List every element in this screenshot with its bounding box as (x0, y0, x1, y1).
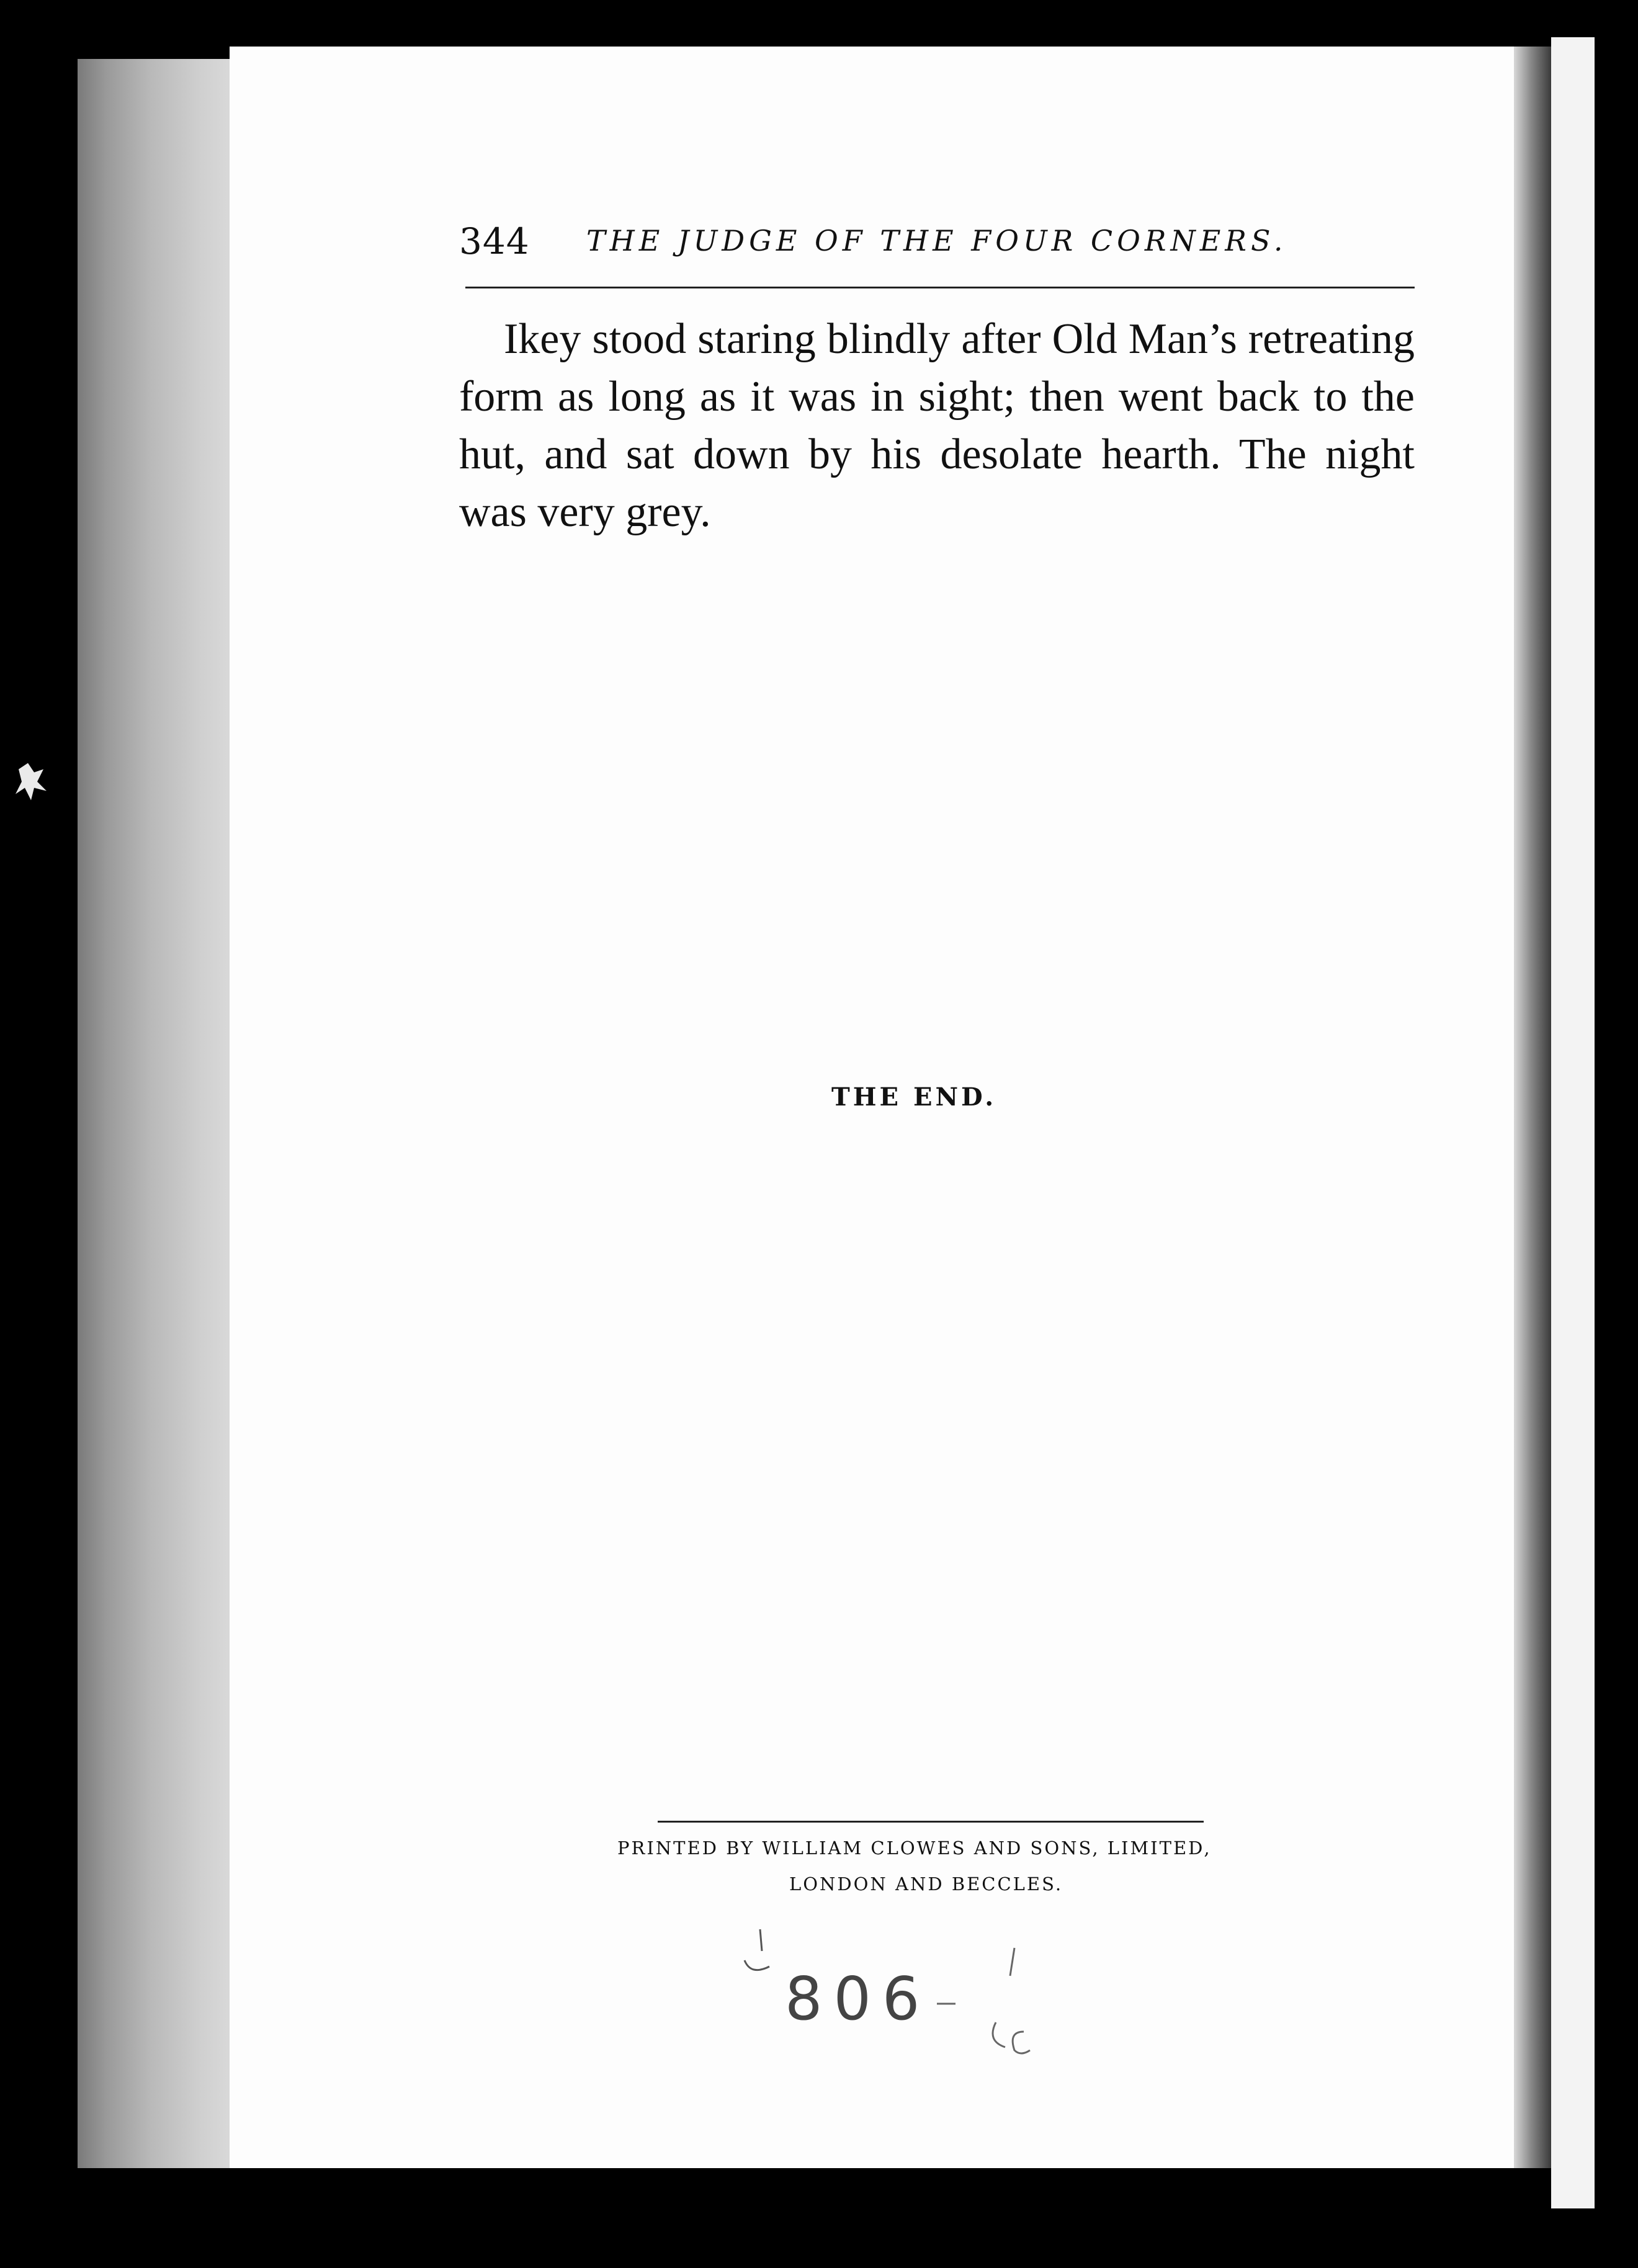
book-fore-edge (78, 59, 240, 2168)
the-end-marker: THE END. (831, 1083, 997, 1112)
imprint-rule (658, 1821, 1204, 1823)
running-header (459, 220, 1365, 264)
pencil-annotation (732, 1923, 1042, 2066)
facing-page-edge (1551, 37, 1595, 2208)
printer-imprint-line: PRINTED BY WILLIAM CLOWES AND SONS, LIMITED, (617, 1837, 1212, 1859)
pencil-annotation-number: 806 (785, 1965, 931, 2034)
header-rule (465, 287, 1415, 288)
dust-speck-mark (6, 751, 56, 813)
page-number: 344 (459, 220, 530, 262)
body-paragraph: Ikey stood staring blindly after Old Man’s retreating form as long as it was in sight; then went back to the hut, and sat down by his desolate hearth. The night was very grey. (459, 315, 1415, 536)
page-gutter-shadow (1514, 47, 1551, 2168)
running-title: THE JUDGE OF THE FOUR CORNERS. (586, 224, 1287, 257)
printer-location-line: LONDON AND BECCLES. (789, 1873, 1063, 1895)
